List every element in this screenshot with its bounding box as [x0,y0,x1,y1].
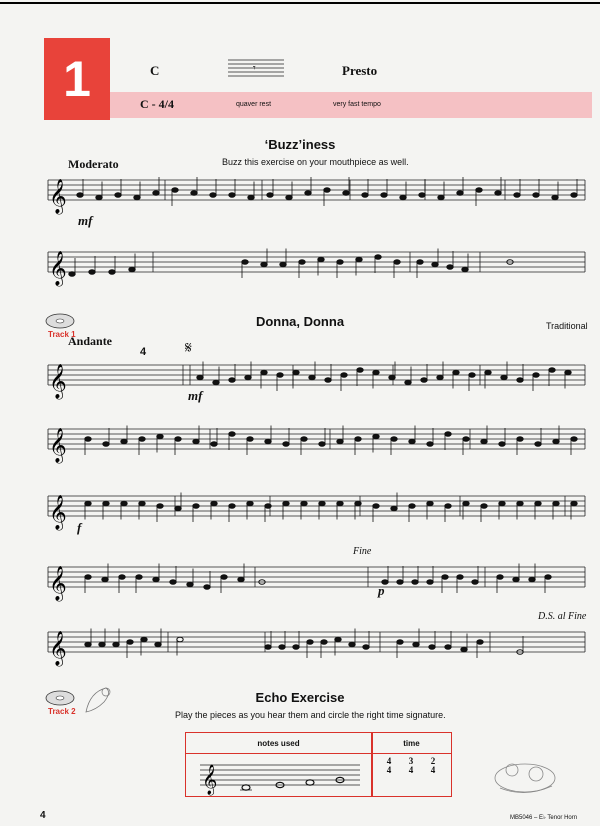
note-head [445,645,451,650]
note-head [356,257,362,262]
note-head [335,637,341,642]
note-head [265,504,271,509]
note-head [141,637,147,642]
note-head [279,645,285,650]
note-head [553,439,559,444]
treble-clef-icon: 𝄞 [49,566,67,601]
note-head [533,373,539,378]
note-head [139,501,145,506]
note-head [153,577,159,582]
note-head [341,373,347,378]
note-head [397,580,403,585]
note-head [362,193,368,198]
note-head [463,437,469,442]
note-head [283,501,289,506]
time-option-3-4[interactable] [406,757,416,775]
note-head [373,504,379,509]
treble-clef-icon: 𝄞 [49,179,67,214]
note-head [172,188,178,193]
note-head [301,437,307,442]
donna-title: Donna, Donna [255,314,345,329]
note-head [210,193,216,198]
note-head [85,575,91,580]
note-head [175,506,181,511]
time-option-4-4[interactable] [384,757,394,775]
treble-clef-icon: 𝄞 [49,631,67,666]
note-head [197,375,203,380]
note-head [497,575,503,580]
time-option-3-4-top: 3 [408,756,414,766]
note-head [571,193,577,198]
donna-tempo: Andante [68,334,113,348]
note-head [413,642,419,647]
echo-title: Echo Exercise [255,690,345,705]
note-head [109,270,115,275]
note-head [318,257,324,262]
note-head [307,640,313,645]
echo-notes-staff [200,759,360,795]
note-head [301,501,307,506]
note-head [283,442,289,447]
note-head [325,378,331,383]
time-option-4-4-top: 4 [386,756,392,766]
note-head [549,368,555,373]
note-head [552,195,558,200]
donna-dynamic-p: p [378,583,385,598]
note-head [535,442,541,447]
note-head [191,191,197,196]
note-head [514,193,520,198]
note-head [113,642,119,647]
note-head [517,501,523,506]
treble-clef-icon: 𝄞 [49,495,67,530]
note-head [571,437,577,442]
note-head [261,262,267,267]
time-option-4-4-bottom: 4 [386,765,392,775]
note-head [438,195,444,200]
note-head [545,575,551,580]
note-head [357,368,363,373]
note-head [349,642,355,647]
note-head [77,193,83,198]
donna-dynamic-f: f [77,520,82,535]
segno-icon: 𝄋 [185,338,192,357]
note-head [193,504,199,509]
note-head [213,380,219,385]
time-option-3-4-bottom: 4 [408,765,414,775]
note-head [421,378,427,383]
svg-text:𝄞: 𝄞 [202,765,218,795]
note-head [337,439,343,444]
note-head [177,637,183,642]
note-head [389,375,395,380]
note-head [211,501,217,506]
note-head [355,437,361,442]
note-head [103,442,109,447]
note-head [187,582,193,587]
track-2-label: Track 2 [48,707,76,716]
note-head [445,504,451,509]
note-head [103,501,109,506]
note-head [155,642,161,647]
note-head [517,437,523,442]
horn-drawing-icon [80,682,116,718]
note-head [391,437,397,442]
note-head [571,501,577,506]
note-head [437,375,443,380]
note-head [286,195,292,200]
staff-buzz-1 [0,176,600,214]
page-number: 4 [40,810,46,821]
note-head [419,193,425,198]
note-head [397,640,403,645]
note-head [139,437,145,442]
note-head [337,260,343,265]
note-head [134,195,140,200]
staff-donna-4 [0,563,600,601]
note-head [427,442,433,447]
note-head [409,504,415,509]
legend-tempo-meaning: very fast tempo [333,101,381,108]
note-head [245,375,251,380]
note-head [157,434,163,439]
note-head [461,647,467,652]
note-head [96,195,102,200]
track-1-label: Track 1 [48,330,76,339]
note-head [429,645,435,650]
note-head [247,501,253,506]
note-head [373,434,379,439]
note-head [319,501,325,506]
note-head [321,640,327,645]
staff-buzz-2 [0,248,600,286]
note-head [417,260,423,265]
note-head [277,373,283,378]
time-option-2-4-bottom: 4 [430,765,436,775]
note-head [533,193,539,198]
note-head [127,640,133,645]
cd-icon [45,311,75,331]
note-head [405,380,411,385]
note-head [373,370,379,375]
note-head [400,195,406,200]
buzz-title: ‘Buzz’iness [264,137,336,152]
note-head [477,640,483,645]
staff-donna-3 [0,492,600,530]
note-head [442,575,448,580]
note-head [305,191,311,196]
note-head [462,267,468,272]
note-head [238,577,244,582]
top-rule [0,2,600,4]
note-head [265,439,271,444]
note-head [170,580,176,585]
note-head [565,370,571,375]
note-head [99,642,105,647]
buzz-dynamic: mf [78,213,93,228]
note-head [85,642,91,647]
fine-label: Fine [353,546,372,557]
note-head [129,267,135,272]
note-head [517,378,523,383]
note-head [211,442,217,447]
note-head [485,370,491,375]
note-head [221,575,227,580]
note-head [499,501,505,506]
note-head [481,439,487,444]
time-header: time [372,733,451,754]
note-head [85,437,91,442]
note-head [299,260,305,265]
legend-tempo-term: Presto [342,63,378,78]
time-option-2-4-top: 2 [430,756,436,766]
note-head [229,504,235,509]
note-head [472,580,478,585]
legend-time-symbol: C [150,63,160,78]
note-head [501,375,507,380]
note-head [469,373,475,378]
note-head [69,272,75,277]
note-head [481,504,487,509]
buzz-tempo: Moderato [68,157,119,171]
note-head [229,193,235,198]
note-head [121,501,127,506]
note-head [457,575,463,580]
donna-composer: Traditional [546,321,588,331]
note-head [309,375,315,380]
note-head [375,255,381,260]
note-head [495,191,501,196]
note-head [157,504,163,509]
treble-clef-icon: 𝄞 [49,364,67,399]
staff-donna-2 [0,425,600,463]
echo-instruction: Play the pieces as you hear them and circle the right time signature. [175,710,446,720]
legend-rest-name: quaver rest [236,101,272,108]
note-head [453,370,459,375]
notes-used-header: notes used [186,733,371,754]
treble-clef-icon: 𝄞 [49,251,67,286]
note-head [153,191,159,196]
note-head [445,432,451,437]
note-head [337,501,343,506]
note-head [535,501,541,506]
treble-clef-icon: 𝄞 [49,428,67,463]
note-head [267,193,273,198]
note-head [529,577,535,582]
note-head [265,645,271,650]
note-head [242,260,248,265]
echo-table [185,732,452,797]
note-head [343,191,349,196]
ds-al-fine-label: D.S. al Fine [538,611,587,622]
note-head [381,193,387,198]
staff-donna-5 [0,628,600,666]
multi-rest-count: 4 [140,346,147,358]
note-head [229,378,235,383]
note-head [119,575,125,580]
note-head [391,506,397,511]
svg-text:𝄾: 𝄾 [253,63,256,74]
note-head [324,188,330,193]
note-head [175,437,181,442]
note-head [363,645,369,650]
note-head [463,501,469,506]
note-head [513,577,519,582]
note-head [394,260,400,265]
note-head [121,439,127,444]
note-head [409,439,415,444]
note-head [261,370,267,375]
time-option-2-4[interactable] [428,757,438,775]
legend-time-equivalent: C - 4/4 [140,97,174,111]
note-head [355,501,361,506]
footer-code: MB5046 – E♭ Tenor Horn [510,815,578,821]
note-head [553,501,559,506]
note-head [319,442,325,447]
note-head [412,580,418,585]
unit-number-badge: 1 [44,38,110,120]
legend-rest-staff [228,57,284,81]
note-head [293,645,299,650]
donna-dynamic-start: mf [188,388,203,403]
note-head [193,439,199,444]
note-head [89,270,95,275]
note-head [427,580,433,585]
table-divider [371,733,373,796]
note-head [247,437,253,442]
note-head [204,585,210,590]
note-head [447,265,453,270]
note-head [432,262,438,267]
note-head [102,577,108,582]
note-head [280,262,286,267]
note-head [457,191,463,196]
note-head [85,501,91,506]
buzz-instruction: Buzz this exercise on your mouthpiece as well. [222,157,409,167]
note-head [293,370,299,375]
note-head [229,432,235,437]
cd-icon-2 [45,688,75,708]
note-head [136,575,142,580]
cartoon-illustration [490,748,560,796]
note-head [499,442,505,447]
note-head [248,195,254,200]
note-head [115,193,121,198]
note-head [427,501,433,506]
note-head [476,188,482,193]
